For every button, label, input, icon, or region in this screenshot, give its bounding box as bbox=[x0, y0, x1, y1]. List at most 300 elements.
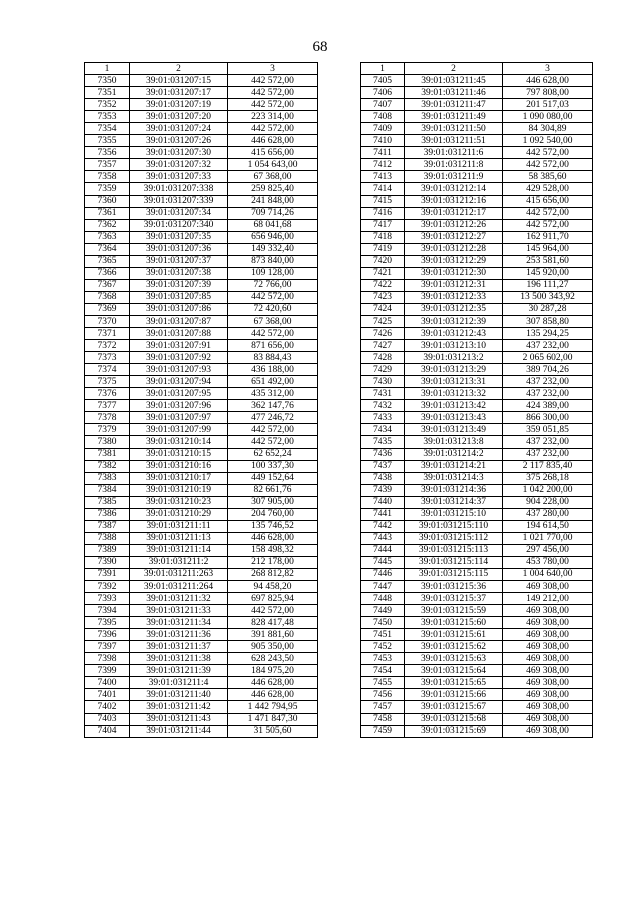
cadastral-number-cell: 39:01:031207:91 bbox=[130, 340, 228, 352]
column-header-value: 3 bbox=[228, 63, 318, 75]
value-cell: 697 825,94 bbox=[228, 593, 318, 605]
cadastral-number-cell: 39:01:031207:35 bbox=[130, 231, 228, 243]
table-row bbox=[85, 99, 318, 111]
table-row bbox=[361, 255, 593, 267]
value-cell: 469 308,00 bbox=[503, 689, 593, 701]
row-number-cell: 7355 bbox=[85, 135, 130, 147]
cadastral-number-cell: 39:01:031207:17 bbox=[130, 87, 228, 99]
value-cell: 442 572,00 bbox=[228, 75, 318, 87]
row-number-cell: 7362 bbox=[85, 219, 130, 231]
row-number-cell: 7457 bbox=[361, 701, 405, 713]
value-cell: 162 911,70 bbox=[503, 231, 593, 243]
cadastral-number-cell: 39:01:031212:28 bbox=[405, 243, 503, 255]
row-number-cell: 7360 bbox=[85, 195, 130, 207]
value-cell: 873 840,00 bbox=[228, 255, 318, 267]
table-row bbox=[85, 629, 318, 641]
value-cell: 1 090 080,00 bbox=[503, 111, 593, 123]
cadastral-number-cell: 39:01:031207:34 bbox=[130, 207, 228, 219]
row-number-cell: 7381 bbox=[85, 448, 130, 460]
cadastral-number-cell: 39:01:031212:14 bbox=[405, 183, 503, 195]
value-cell: 442 572,00 bbox=[503, 159, 593, 171]
row-number-cell: 7424 bbox=[361, 303, 405, 315]
row-number-cell: 7458 bbox=[361, 713, 405, 725]
value-cell: 100 337,30 bbox=[228, 460, 318, 472]
cadastral-number-cell: 39:01:031211:40 bbox=[130, 689, 228, 701]
table-row bbox=[361, 99, 593, 111]
table-row bbox=[85, 424, 318, 436]
cadastral-number-cell: 39:01:031215:10 bbox=[405, 508, 503, 520]
table-row bbox=[85, 159, 318, 171]
value-cell: 871 656,00 bbox=[228, 340, 318, 352]
value-cell: 469 308,00 bbox=[503, 629, 593, 641]
table-row bbox=[85, 448, 318, 460]
row-number-cell: 7452 bbox=[361, 641, 405, 653]
value-cell: 389 704,26 bbox=[503, 364, 593, 376]
table-row bbox=[85, 689, 318, 701]
value-cell: 477 246,72 bbox=[228, 412, 318, 424]
value-cell: 442 572,00 bbox=[228, 291, 318, 303]
table-row bbox=[85, 544, 318, 556]
row-number-cell: 7426 bbox=[361, 328, 405, 340]
table-row bbox=[361, 87, 593, 99]
value-cell: 469 308,00 bbox=[503, 581, 593, 593]
row-number-cell: 7435 bbox=[361, 436, 405, 448]
value-cell: 446 628,00 bbox=[503, 75, 593, 87]
cadastral-number-cell: 39:01:031211:11 bbox=[130, 520, 228, 532]
cadastral-number-cell: 39:01:031212:26 bbox=[405, 219, 503, 231]
cadastral-number-cell: 39:01:031211:38 bbox=[130, 653, 228, 665]
table-row bbox=[85, 532, 318, 544]
value-cell: 435 312,00 bbox=[228, 388, 318, 400]
value-cell: 437 232,00 bbox=[503, 388, 593, 400]
table-row bbox=[361, 315, 593, 327]
row-number-cell: 7371 bbox=[85, 328, 130, 340]
value-cell: 297 456,00 bbox=[503, 544, 593, 556]
table-row bbox=[361, 171, 593, 183]
value-cell: 68 041,68 bbox=[228, 219, 318, 231]
table-row bbox=[85, 460, 318, 472]
table-row bbox=[361, 544, 593, 556]
cadastral-number-cell: 39:01:031211:43 bbox=[130, 713, 228, 725]
value-cell: 149 332,40 bbox=[228, 243, 318, 255]
table-row bbox=[361, 641, 593, 653]
row-number-cell: 7363 bbox=[85, 231, 130, 243]
value-cell: 469 308,00 bbox=[503, 701, 593, 713]
value-cell: 442 572,00 bbox=[503, 207, 593, 219]
row-number-cell: 7416 bbox=[361, 207, 405, 219]
row-number-cell: 7375 bbox=[85, 376, 130, 388]
value-cell: 58 385,60 bbox=[503, 171, 593, 183]
table-row bbox=[361, 243, 593, 255]
table-row bbox=[361, 279, 593, 291]
row-number-cell: 7408 bbox=[361, 111, 405, 123]
cadastral-number-cell: 39:01:031215:62 bbox=[405, 641, 503, 653]
cadastral-number-cell: 39:01:031211:51 bbox=[405, 135, 503, 147]
row-number-cell: 7352 bbox=[85, 99, 130, 111]
cadastral-number-cell: 39:01:031211:32 bbox=[130, 593, 228, 605]
table-row bbox=[361, 593, 593, 605]
table-row bbox=[361, 424, 593, 436]
cadastral-number-cell: 39:01:031214:21 bbox=[405, 460, 503, 472]
row-number-cell: 7441 bbox=[361, 508, 405, 520]
cadastral-number-cell: 39:01:031213:31 bbox=[405, 376, 503, 388]
table-row bbox=[361, 123, 593, 135]
value-cell: 1 442 794,95 bbox=[228, 701, 318, 713]
header-row bbox=[85, 63, 318, 75]
cadastral-number-cell: 39:01:031211:45 bbox=[405, 75, 503, 87]
table-row bbox=[85, 568, 318, 580]
value-cell: 442 572,00 bbox=[228, 605, 318, 617]
row-number-cell: 7412 bbox=[361, 159, 405, 171]
table-row bbox=[361, 135, 593, 147]
row-number-cell: 7361 bbox=[85, 207, 130, 219]
row-number-cell: 7376 bbox=[85, 388, 130, 400]
row-number-cell: 7383 bbox=[85, 472, 130, 484]
table-row bbox=[361, 340, 593, 352]
table-row bbox=[85, 207, 318, 219]
row-number-cell: 7420 bbox=[361, 255, 405, 267]
row-number-cell: 7439 bbox=[361, 484, 405, 496]
table-row bbox=[361, 665, 593, 677]
value-cell: 469 308,00 bbox=[503, 665, 593, 677]
row-number-cell: 7429 bbox=[361, 364, 405, 376]
value-cell: 442 572,00 bbox=[503, 219, 593, 231]
cadastral-number-cell: 39:01:031211:46 bbox=[405, 87, 503, 99]
row-number-cell: 7417 bbox=[361, 219, 405, 231]
cadastral-number-cell: 39:01:031215:64 bbox=[405, 665, 503, 677]
table-row bbox=[85, 556, 318, 568]
value-cell: 442 572,00 bbox=[228, 99, 318, 111]
table-row bbox=[361, 328, 593, 340]
row-number-cell: 7398 bbox=[85, 653, 130, 665]
table-row bbox=[361, 231, 593, 243]
cadastral-number-cell: 39:01:031211:39 bbox=[130, 665, 228, 677]
table-row bbox=[361, 605, 593, 617]
table-row bbox=[361, 689, 593, 701]
row-number-cell: 7402 bbox=[85, 701, 130, 713]
row-number-cell: 7415 bbox=[361, 195, 405, 207]
cadastral-number-cell: 39:01:031211:263 bbox=[130, 568, 228, 580]
table-row bbox=[85, 400, 318, 412]
cadastral-number-cell: 39:01:031211:4 bbox=[130, 677, 228, 689]
cadastral-number-cell: 39:01:031210:16 bbox=[130, 460, 228, 472]
row-number-cell: 7405 bbox=[361, 75, 405, 87]
value-cell: 268 812,82 bbox=[228, 568, 318, 580]
cadastral-number-cell: 39:01:031207:19 bbox=[130, 99, 228, 111]
value-cell: 196 111,27 bbox=[503, 279, 593, 291]
table-row bbox=[361, 436, 593, 448]
cadastral-number-cell: 39:01:031211:44 bbox=[130, 725, 228, 737]
table-row bbox=[361, 725, 593, 737]
row-number-cell: 7427 bbox=[361, 340, 405, 352]
row-number-cell: 7396 bbox=[85, 629, 130, 641]
row-number-cell: 7390 bbox=[85, 556, 130, 568]
table-row bbox=[361, 653, 593, 665]
row-number-cell: 7436 bbox=[361, 448, 405, 460]
cadastral-number-cell: 39:01:031211:42 bbox=[130, 701, 228, 713]
table-row bbox=[361, 147, 593, 159]
table-row bbox=[85, 75, 318, 87]
row-number-cell: 7357 bbox=[85, 159, 130, 171]
row-number-cell: 7448 bbox=[361, 593, 405, 605]
row-number-cell: 7387 bbox=[85, 520, 130, 532]
table-row bbox=[361, 183, 593, 195]
row-number-cell: 7406 bbox=[361, 87, 405, 99]
cadastral-number-cell: 39:01:031210:14 bbox=[130, 436, 228, 448]
cadastral-number-cell: 39:01:031207:94 bbox=[130, 376, 228, 388]
value-cell: 223 314,00 bbox=[228, 111, 318, 123]
table-row bbox=[361, 556, 593, 568]
row-number-cell: 7450 bbox=[361, 617, 405, 629]
row-number-cell: 7359 bbox=[85, 183, 130, 195]
row-number-cell: 7356 bbox=[85, 147, 130, 159]
table-row bbox=[85, 508, 318, 520]
table-row bbox=[361, 629, 593, 641]
column-header-number: 1 bbox=[361, 63, 405, 75]
registry-table-right bbox=[360, 62, 593, 738]
value-cell: 2 065 602,00 bbox=[503, 352, 593, 364]
value-cell: 72 420,60 bbox=[228, 303, 318, 315]
value-cell: 437 232,00 bbox=[503, 448, 593, 460]
value-cell: 1 092 540,00 bbox=[503, 135, 593, 147]
table-row bbox=[85, 255, 318, 267]
table-row bbox=[361, 364, 593, 376]
row-number-cell: 7445 bbox=[361, 556, 405, 568]
cadastral-number-cell: 39:01:031215:60 bbox=[405, 617, 503, 629]
value-cell: 259 825,40 bbox=[228, 183, 318, 195]
table-row bbox=[85, 328, 318, 340]
cadastral-number-cell: 39:01:031213:8 bbox=[405, 436, 503, 448]
cadastral-number-cell: 39:01:031211:49 bbox=[405, 111, 503, 123]
value-cell: 62 652,24 bbox=[228, 448, 318, 460]
table-row bbox=[361, 472, 593, 484]
table-row bbox=[85, 725, 318, 737]
cadastral-number-cell: 39:01:031214:36 bbox=[405, 484, 503, 496]
cadastral-number-cell: 39:01:031212:39 bbox=[405, 315, 503, 327]
table-row bbox=[85, 641, 318, 653]
row-number-cell: 7364 bbox=[85, 243, 130, 255]
cadastral-number-cell: 39:01:031212:17 bbox=[405, 207, 503, 219]
table-row bbox=[361, 713, 593, 725]
value-cell: 1 471 847,30 bbox=[228, 713, 318, 725]
row-number-cell: 7437 bbox=[361, 460, 405, 472]
value-cell: 437 280,00 bbox=[503, 508, 593, 520]
value-cell: 437 232,00 bbox=[503, 436, 593, 448]
value-cell: 253 581,60 bbox=[503, 255, 593, 267]
column-header-cadastral: 2 bbox=[405, 63, 503, 75]
table-row bbox=[85, 183, 318, 195]
row-number-cell: 7350 bbox=[85, 75, 130, 87]
table-row bbox=[85, 472, 318, 484]
cadastral-number-cell: 39:01:031212:35 bbox=[405, 303, 503, 315]
row-number-cell: 7373 bbox=[85, 352, 130, 364]
row-number-cell: 7374 bbox=[85, 364, 130, 376]
row-number-cell: 7403 bbox=[85, 713, 130, 725]
row-number-cell: 7419 bbox=[361, 243, 405, 255]
table-row bbox=[85, 412, 318, 424]
table-row bbox=[85, 111, 318, 123]
value-cell: 469 308,00 bbox=[503, 713, 593, 725]
cadastral-number-cell: 39:01:031213:43 bbox=[405, 412, 503, 424]
table-row bbox=[85, 593, 318, 605]
row-number-cell: 7367 bbox=[85, 279, 130, 291]
row-number-cell: 7395 bbox=[85, 617, 130, 629]
table-row bbox=[361, 448, 593, 460]
value-cell: 135 294,25 bbox=[503, 328, 593, 340]
cadastral-number-cell: 39:01:031211:8 bbox=[405, 159, 503, 171]
cadastral-number-cell: 39:01:031215:112 bbox=[405, 532, 503, 544]
table-row bbox=[361, 484, 593, 496]
cadastral-number-cell: 39:01:031210:29 bbox=[130, 508, 228, 520]
table-row bbox=[85, 364, 318, 376]
row-number-cell: 7393 bbox=[85, 593, 130, 605]
value-cell: 449 152,64 bbox=[228, 472, 318, 484]
table-row bbox=[85, 135, 318, 147]
cadastral-number-cell: 39:01:031207:86 bbox=[130, 303, 228, 315]
page-number: 68 bbox=[312, 39, 328, 55]
cadastral-number-cell: 39:01:031213:42 bbox=[405, 400, 503, 412]
value-cell: 241 848,00 bbox=[228, 195, 318, 207]
value-cell: 362 147,76 bbox=[228, 400, 318, 412]
row-number-cell: 7377 bbox=[85, 400, 130, 412]
value-cell: 656 946,00 bbox=[228, 231, 318, 243]
value-cell: 709 714,26 bbox=[228, 207, 318, 219]
row-number-cell: 7455 bbox=[361, 677, 405, 689]
value-cell: 391 881,60 bbox=[228, 629, 318, 641]
cadastral-number-cell: 39:01:031211:50 bbox=[405, 123, 503, 135]
value-cell: 905 350,00 bbox=[228, 641, 318, 653]
cadastral-number-cell: 39:01:031211:37 bbox=[130, 641, 228, 653]
cadastral-number-cell: 39:01:031211:47 bbox=[405, 99, 503, 111]
value-cell: 1 042 200,00 bbox=[503, 484, 593, 496]
table-row bbox=[361, 581, 593, 593]
row-number-cell: 7454 bbox=[361, 665, 405, 677]
cadastral-number-cell: 39:01:031207:339 bbox=[130, 195, 228, 207]
cadastral-number-cell: 39:01:031207:33 bbox=[130, 171, 228, 183]
value-cell: 469 308,00 bbox=[503, 605, 593, 617]
table-row bbox=[361, 677, 593, 689]
row-number-cell: 7442 bbox=[361, 520, 405, 532]
value-cell: 469 308,00 bbox=[503, 677, 593, 689]
cadastral-number-cell: 39:01:031213:2 bbox=[405, 352, 503, 364]
value-cell: 442 572,00 bbox=[228, 87, 318, 99]
row-number-cell: 7351 bbox=[85, 87, 130, 99]
value-cell: 135 746,52 bbox=[228, 520, 318, 532]
row-number-cell: 7354 bbox=[85, 123, 130, 135]
cadastral-number-cell: 39:01:031210:15 bbox=[130, 448, 228, 460]
cadastral-number-cell: 39:01:031207:340 bbox=[130, 219, 228, 231]
row-number-cell: 7444 bbox=[361, 544, 405, 556]
row-number-cell: 7382 bbox=[85, 460, 130, 472]
column-header-value: 3 bbox=[503, 63, 593, 75]
value-cell: 201 517,03 bbox=[503, 99, 593, 111]
cadastral-number-cell: 39:01:031211:34 bbox=[130, 617, 228, 629]
value-cell: 437 232,00 bbox=[503, 340, 593, 352]
cadastral-number-cell: 39:01:031215:63 bbox=[405, 653, 503, 665]
value-cell: 904 228,00 bbox=[503, 496, 593, 508]
value-cell: 469 308,00 bbox=[503, 641, 593, 653]
value-cell: 67 368,00 bbox=[228, 171, 318, 183]
value-cell: 1 004 640,00 bbox=[503, 568, 593, 580]
table-row bbox=[85, 677, 318, 689]
row-number-cell: 7400 bbox=[85, 677, 130, 689]
cadastral-number-cell: 39:01:031207:88 bbox=[130, 328, 228, 340]
value-cell: 415 656,00 bbox=[228, 147, 318, 159]
cadastral-number-cell: 39:01:031210:23 bbox=[130, 496, 228, 508]
cadastral-number-cell: 39:01:031211:9 bbox=[405, 171, 503, 183]
value-cell: 307 858,80 bbox=[503, 315, 593, 327]
row-number-cell: 7409 bbox=[361, 123, 405, 135]
value-cell: 145 964,00 bbox=[503, 243, 593, 255]
table-row bbox=[85, 653, 318, 665]
row-number-cell: 7440 bbox=[361, 496, 405, 508]
cadastral-number-cell: 39:01:031214:2 bbox=[405, 448, 503, 460]
cadastral-number-cell: 39:01:031207:37 bbox=[130, 255, 228, 267]
table-row bbox=[85, 315, 318, 327]
cadastral-number-cell: 39:01:031207:96 bbox=[130, 400, 228, 412]
table-row bbox=[85, 436, 318, 448]
cadastral-number-cell: 39:01:031207:93 bbox=[130, 364, 228, 376]
value-cell: 72 766,00 bbox=[228, 279, 318, 291]
cadastral-number-cell: 39:01:031212:29 bbox=[405, 255, 503, 267]
row-number-cell: 7451 bbox=[361, 629, 405, 641]
table-row bbox=[361, 303, 593, 315]
column-header-number: 1 bbox=[85, 63, 130, 75]
row-number-cell: 7397 bbox=[85, 641, 130, 653]
table-row bbox=[85, 617, 318, 629]
table-row bbox=[361, 400, 593, 412]
row-number-cell: 7459 bbox=[361, 725, 405, 737]
cadastral-number-cell: 39:01:031213:10 bbox=[405, 340, 503, 352]
cadastral-number-cell: 39:01:031215:66 bbox=[405, 689, 503, 701]
table-row bbox=[85, 352, 318, 364]
value-cell: 375 268,18 bbox=[503, 472, 593, 484]
value-cell: 84 304,89 bbox=[503, 123, 593, 135]
table-row bbox=[361, 291, 593, 303]
value-cell: 628 243,50 bbox=[228, 653, 318, 665]
value-cell: 415 656,00 bbox=[503, 195, 593, 207]
table-row bbox=[85, 388, 318, 400]
cadastral-number-cell: 39:01:031215:68 bbox=[405, 713, 503, 725]
row-number-cell: 7384 bbox=[85, 484, 130, 496]
value-cell: 866 300,00 bbox=[503, 412, 593, 424]
table-row bbox=[85, 171, 318, 183]
value-cell: 31 505,60 bbox=[228, 725, 318, 737]
cadastral-number-cell: 39:01:031207:24 bbox=[130, 123, 228, 135]
value-cell: 194 614,50 bbox=[503, 520, 593, 532]
table-row bbox=[85, 713, 318, 725]
row-number-cell: 7391 bbox=[85, 568, 130, 580]
row-number-cell: 7411 bbox=[361, 147, 405, 159]
cadastral-number-cell: 39:01:031212:43 bbox=[405, 328, 503, 340]
cadastral-number-cell: 39:01:031211:2 bbox=[130, 556, 228, 568]
cadastral-number-cell: 39:01:031207:85 bbox=[130, 291, 228, 303]
value-cell: 828 417,48 bbox=[228, 617, 318, 629]
value-cell: 442 572,00 bbox=[228, 328, 318, 340]
column-header-cadastral: 2 bbox=[130, 63, 228, 75]
table-row bbox=[361, 508, 593, 520]
cadastral-number-cell: 39:01:031211:33 bbox=[130, 605, 228, 617]
row-number-cell: 7392 bbox=[85, 581, 130, 593]
cadastral-number-cell: 39:01:031215:37 bbox=[405, 593, 503, 605]
row-number-cell: 7456 bbox=[361, 689, 405, 701]
cadastral-number-cell: 39:01:031207:20 bbox=[130, 111, 228, 123]
value-cell: 145 920,00 bbox=[503, 267, 593, 279]
cadastral-number-cell: 39:01:031207:92 bbox=[130, 352, 228, 364]
cadastral-number-cell: 39:01:031213:32 bbox=[405, 388, 503, 400]
table-row bbox=[85, 291, 318, 303]
cadastral-number-cell: 39:01:031207:87 bbox=[130, 315, 228, 327]
